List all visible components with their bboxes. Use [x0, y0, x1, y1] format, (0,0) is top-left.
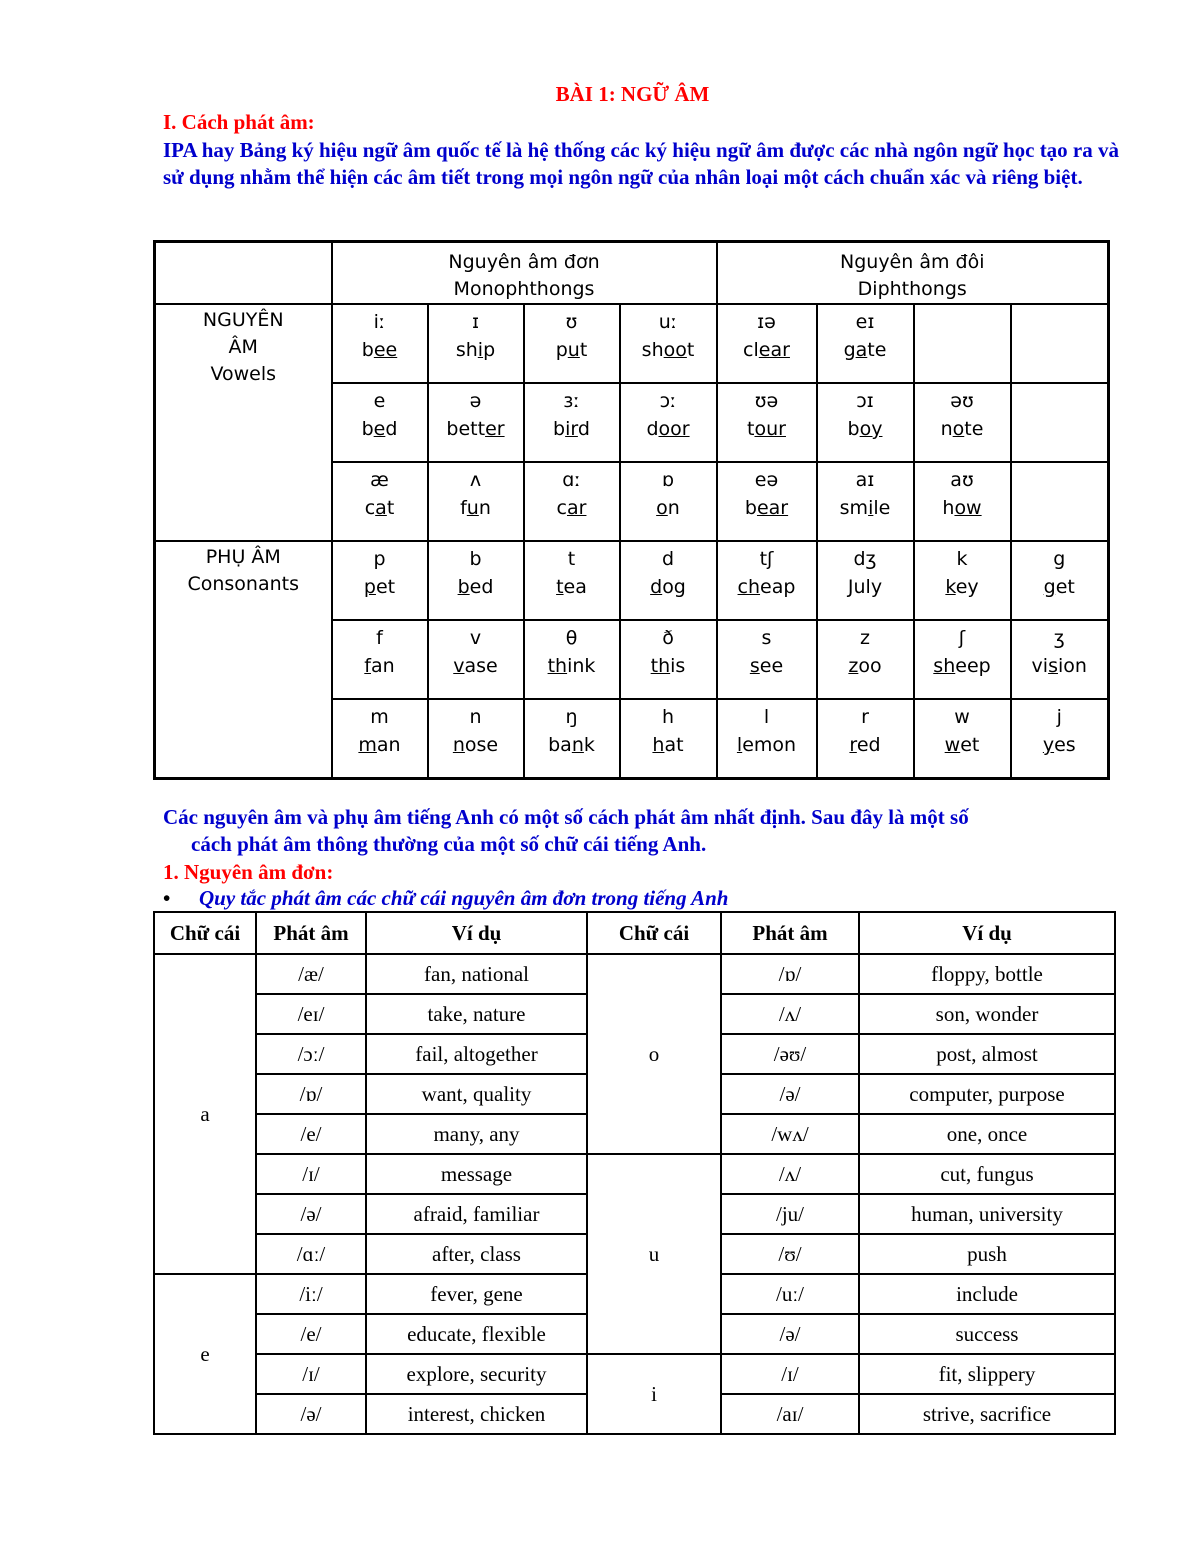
- example-word: pet: [363, 576, 396, 598]
- ipa-cell: [1011, 304, 1109, 383]
- ipa-cell: [524, 304, 620, 383]
- ipa-symbol: ɔɪ: [856, 390, 874, 412]
- example-cell: explore, security: [366, 1354, 587, 1394]
- example-word: yes: [1042, 734, 1076, 756]
- ipa-symbol: d: [661, 548, 675, 570]
- ipa-cell: [914, 699, 1011, 779]
- pronunciation-cell: /ɔː/: [256, 1034, 366, 1074]
- ipa-cell: [717, 304, 817, 383]
- ipa-cell: [717, 541, 817, 620]
- ipa-symbol: eɪ: [855, 311, 875, 333]
- ipa-cell: [717, 699, 817, 779]
- example-cell: computer, purpose: [859, 1074, 1115, 1114]
- pronunciation-cell: /uː/: [721, 1274, 859, 1314]
- example-cell: include: [859, 1274, 1115, 1314]
- ipa-symbol: f: [376, 627, 383, 649]
- ipa-symbol: aʊ: [950, 469, 974, 491]
- example-cell: take, nature: [366, 994, 587, 1034]
- ipa-cell: [428, 699, 524, 779]
- ipa-cell: [817, 541, 914, 620]
- ipa-symbol: iː: [373, 311, 386, 333]
- ipa-symbol: ŋ: [565, 706, 578, 728]
- pronunciation-cell: /aɪ/: [721, 1394, 859, 1434]
- pronunciation-cell: /ɪ/: [256, 1354, 366, 1394]
- ipa-cell: [914, 620, 1011, 699]
- ipa-symbol: r: [861, 706, 869, 728]
- intro-paragraph: IPA hay Bảng ký hiệu ngữ âm quốc tế là hệ thống các ký hiệu ngữ âm được các nhà ngôn ngữ học tạo ra và sử dụng nhằm thể hiện các âm tiết trong mọi ngôn ngữ của nhân loại một cách chuẩn xác và riêng biệt.: [163, 138, 1120, 189]
- ipa-cell: [332, 541, 428, 620]
- ipa-symbol: p: [373, 548, 386, 570]
- example-cell: fever, gene: [366, 1274, 587, 1314]
- consonants-label: PHỤ ÂM Consonants: [155, 541, 332, 779]
- example-cell: success: [859, 1314, 1115, 1354]
- monophthongs-header: Nguyên âm đơn Monophthongs: [332, 242, 717, 305]
- ipa-symbol: b: [469, 548, 482, 570]
- example-cell: afraid, familiar: [366, 1194, 587, 1234]
- pronunciation-cell: /ɒ/: [721, 954, 859, 994]
- header-example: Ví dụ: [859, 912, 1115, 954]
- header-pronunciation: Phát âm: [256, 912, 366, 954]
- ipa-cell: [524, 541, 620, 620]
- example-cell: message: [366, 1154, 587, 1194]
- ipa-cell: [620, 699, 717, 779]
- letter-cell: u: [587, 1154, 721, 1354]
- ipa-symbol: h: [661, 706, 675, 728]
- ipa-chart: [153, 240, 1110, 780]
- example-word: key: [945, 576, 979, 598]
- letter-cell: e: [154, 1274, 256, 1434]
- example-word: how: [942, 497, 982, 519]
- example-cell: human, university: [859, 1194, 1115, 1234]
- pronunciation-cell: /ə/: [256, 1394, 366, 1434]
- ipa-cell: [914, 462, 1011, 541]
- ipa-cell: [524, 383, 620, 462]
- example-word: hat: [652, 734, 684, 756]
- ipa-cell: [914, 541, 1011, 620]
- header-letter: Chữ cái: [154, 912, 256, 954]
- ipa-cell: [428, 383, 524, 462]
- ipa-symbol: tʃ: [759, 548, 774, 570]
- example-cell: fan, national: [366, 954, 587, 994]
- example-word: on: [656, 497, 680, 519]
- pronunciation-cell: /əʊ/: [721, 1034, 859, 1074]
- header-pronunciation: Phát âm: [721, 912, 859, 954]
- ipa-corner-cell: [155, 242, 332, 305]
- ipa-cell: [817, 462, 914, 541]
- ipa-symbol: t: [567, 548, 576, 570]
- pronunciation-cell: /ʌ/: [721, 994, 859, 1034]
- ipa-symbol: s: [761, 627, 772, 649]
- example-word: see: [749, 655, 784, 677]
- ipa-symbol: ð: [662, 627, 674, 649]
- ipa-symbol: ɒ: [661, 469, 675, 491]
- pronunciation-cell: /eɪ/: [256, 994, 366, 1034]
- example-word: smile: [839, 497, 891, 519]
- diphthongs-header: Nguyên âm đôi Diphthongs: [717, 242, 1109, 305]
- ipa-cell: [620, 304, 717, 383]
- example-word: door: [646, 418, 690, 440]
- ipa-symbol: ʌ: [469, 469, 482, 491]
- ipa-symbol: əʊ: [950, 390, 974, 412]
- ipa-symbol: k: [956, 548, 968, 570]
- ipa-cell: [428, 541, 524, 620]
- example-word: boy: [847, 418, 883, 440]
- example-word: fan: [364, 655, 395, 677]
- bullet-rules-heading: • Quy tắc phát âm các chữ cái nguyên âm đơn trong tiếng Anh: [163, 886, 729, 910]
- example-cell: fit, slippery: [859, 1354, 1115, 1394]
- example-word: ship: [455, 339, 496, 361]
- ipa-cell: [620, 541, 717, 620]
- ipa-cell: [717, 620, 817, 699]
- example-word: man: [358, 734, 401, 756]
- example-word: put: [555, 339, 588, 361]
- example-cell: fail, altogether: [366, 1034, 587, 1074]
- ipa-cell: [914, 304, 1011, 383]
- ipa-symbol: ʊə: [754, 390, 779, 412]
- ipa-symbol: v: [469, 627, 482, 649]
- ipa-cell: [1011, 541, 1109, 620]
- example-word: get: [1043, 576, 1075, 598]
- ipa-cell: [332, 620, 428, 699]
- letters-intro-paragraph: Các nguyên âm và phụ âm tiếng Anh có một số cách phát âm nhất định. Sau đây là một số cách phát âm thông thường của một số chữ cái tiếng Anh.: [163, 805, 969, 856]
- pronunciation-cell: /iː/: [256, 1274, 366, 1314]
- example-cell: interest, chicken: [366, 1394, 587, 1434]
- ipa-symbol: ɑː: [562, 469, 581, 491]
- example-word: lemon: [736, 734, 797, 756]
- ipa-cell: [428, 620, 524, 699]
- pronunciation-cell: /ə/: [721, 1074, 859, 1114]
- letter-cell: o: [587, 954, 721, 1154]
- ipa-symbol: z: [860, 627, 870, 649]
- ipa-symbol: uː: [658, 311, 678, 333]
- example-word: dog: [650, 576, 686, 598]
- example-word: vision: [1031, 655, 1087, 677]
- ipa-cell: [817, 383, 914, 462]
- example-word: gate: [843, 339, 887, 361]
- ipa-symbol: g: [1053, 548, 1066, 570]
- ipa-cell: [524, 699, 620, 779]
- letter-cell: i: [587, 1354, 721, 1434]
- consonants-row: [155, 541, 1109, 620]
- example-word: bird: [553, 418, 590, 440]
- pronunciation-cell: /æ/: [256, 954, 366, 994]
- ipa-symbol: ʒ: [1053, 627, 1065, 649]
- ipa-cell: [332, 462, 428, 541]
- page-title: BÀI 1: NGỮ ÂM: [555, 82, 710, 106]
- vowel-letter-rules-table: [153, 911, 1116, 1435]
- ipa-symbol: ʃ: [958, 627, 966, 649]
- section-heading-monophthongs: 1. Nguyên âm đơn:: [163, 860, 334, 884]
- ipa-cell: [332, 383, 428, 462]
- example-word: bee: [361, 339, 398, 361]
- example-word: bank: [548, 734, 595, 756]
- ipa-cell: [428, 304, 524, 383]
- pronunciation-cell: /e/: [256, 1114, 366, 1154]
- ipa-cell: [817, 699, 914, 779]
- example-word: fun: [460, 497, 491, 519]
- example-cell: strive, sacrifice: [859, 1394, 1115, 1434]
- example-word: sheep: [933, 655, 991, 677]
- pronunciation-cell: /ʊ/: [721, 1234, 859, 1274]
- pronunciation-cell: /ə/: [721, 1314, 859, 1354]
- ipa-cell: [524, 620, 620, 699]
- pronunciation-cell: /ju/: [721, 1194, 859, 1234]
- example-word: clear: [743, 339, 790, 361]
- letter-cell: a: [154, 954, 256, 1274]
- ipa-cell: [1011, 383, 1109, 462]
- example-cell: one, once: [859, 1114, 1115, 1154]
- example-word: car: [556, 497, 587, 519]
- pronunciation-cell: /wʌ/: [721, 1114, 859, 1154]
- example-cell: after, class: [366, 1234, 587, 1274]
- example-cell: post, almost: [859, 1034, 1115, 1074]
- ipa-cell: [1011, 462, 1109, 541]
- ipa-cell: [717, 383, 817, 462]
- vowels-label: NGUYÊN ÂM Vowels: [155, 304, 332, 541]
- pronunciation-cell: /ɑː/: [256, 1234, 366, 1274]
- example-word: wet: [944, 734, 980, 756]
- bullet-icon: •: [163, 886, 171, 910]
- pronunciation-cell: /e/: [256, 1314, 366, 1354]
- ipa-cell: [620, 383, 717, 462]
- vowels-row: [155, 304, 1109, 383]
- ipa-cell: [332, 304, 428, 383]
- example-word: tea: [556, 576, 587, 598]
- example-cell: want, quality: [366, 1074, 587, 1114]
- example-word: cheap: [737, 576, 796, 598]
- ipa-symbol: æ: [370, 469, 389, 491]
- pronunciation-cell: /ʌ/: [721, 1154, 859, 1194]
- ipa-cell: [914, 383, 1011, 462]
- example-word: July: [847, 576, 883, 598]
- example-word: nose: [452, 734, 499, 756]
- ipa-symbol: dʒ: [853, 548, 877, 570]
- example-word: shoot: [641, 339, 695, 361]
- ipa-cell: [1011, 620, 1109, 699]
- ipa-cell: [332, 699, 428, 779]
- example-word: note: [940, 418, 984, 440]
- example-cell: push: [859, 1234, 1115, 1274]
- example-word: cat: [364, 497, 395, 519]
- example-cell: cut, fungus: [859, 1154, 1115, 1194]
- example-word: bear: [744, 497, 789, 519]
- ipa-symbol: w: [954, 706, 970, 728]
- example-word: better: [446, 418, 505, 440]
- table-row: [154, 954, 1115, 994]
- ipa-symbol: aɪ: [855, 469, 875, 491]
- pronunciation-cell: /ɪ/: [721, 1354, 859, 1394]
- example-word: bed: [457, 576, 494, 598]
- ipa-symbol: eə: [754, 469, 779, 491]
- example-word: think: [547, 655, 596, 677]
- example-word: red: [849, 734, 881, 756]
- ipa-symbol: θ: [565, 627, 578, 649]
- ipa-symbol: l: [763, 706, 770, 728]
- ipa-symbol: ɔː: [659, 390, 677, 412]
- ipa-symbol: ɪə: [757, 311, 776, 333]
- ipa-symbol: ɜː: [563, 390, 580, 412]
- ipa-cell: [428, 462, 524, 541]
- ipa-cell: [620, 462, 717, 541]
- example-word: this: [650, 655, 686, 677]
- example-word: tour: [747, 418, 786, 440]
- ipa-symbol: ɪ: [471, 311, 480, 333]
- ipa-cell: [717, 462, 817, 541]
- section-heading-pronunciation: I. Cách phát âm:: [163, 110, 315, 134]
- pronunciation-cell: /ɪ/: [256, 1154, 366, 1194]
- header-letter: Chữ cái: [587, 912, 721, 954]
- example-word: bed: [361, 418, 398, 440]
- example-cell: floppy, bottle: [859, 954, 1115, 994]
- example-cell: many, any: [366, 1114, 587, 1154]
- ipa-symbol: j: [1056, 706, 1062, 728]
- example-word: zoo: [848, 655, 882, 677]
- ipa-symbol: n: [469, 706, 482, 728]
- ipa-cell: [817, 620, 914, 699]
- pronunciation-cell: /ɒ/: [256, 1074, 366, 1114]
- ipa-cell: [524, 462, 620, 541]
- ipa-symbol: e: [373, 390, 386, 412]
- example-cell: educate, flexible: [366, 1314, 587, 1354]
- header-example: Ví dụ: [366, 912, 587, 954]
- table-row: [154, 1354, 1115, 1394]
- ipa-cell: [620, 620, 717, 699]
- ipa-symbol: ə: [469, 390, 482, 412]
- example-cell: son, wonder: [859, 994, 1115, 1034]
- table-row: [154, 1154, 1115, 1194]
- ipa-cell: [1011, 699, 1109, 779]
- example-word: vase: [453, 655, 498, 677]
- ipa-cell: [817, 304, 914, 383]
- ipa-symbol: m: [370, 706, 389, 728]
- ipa-symbol: ʊ: [565, 311, 578, 333]
- pronunciation-cell: /ə/: [256, 1194, 366, 1234]
